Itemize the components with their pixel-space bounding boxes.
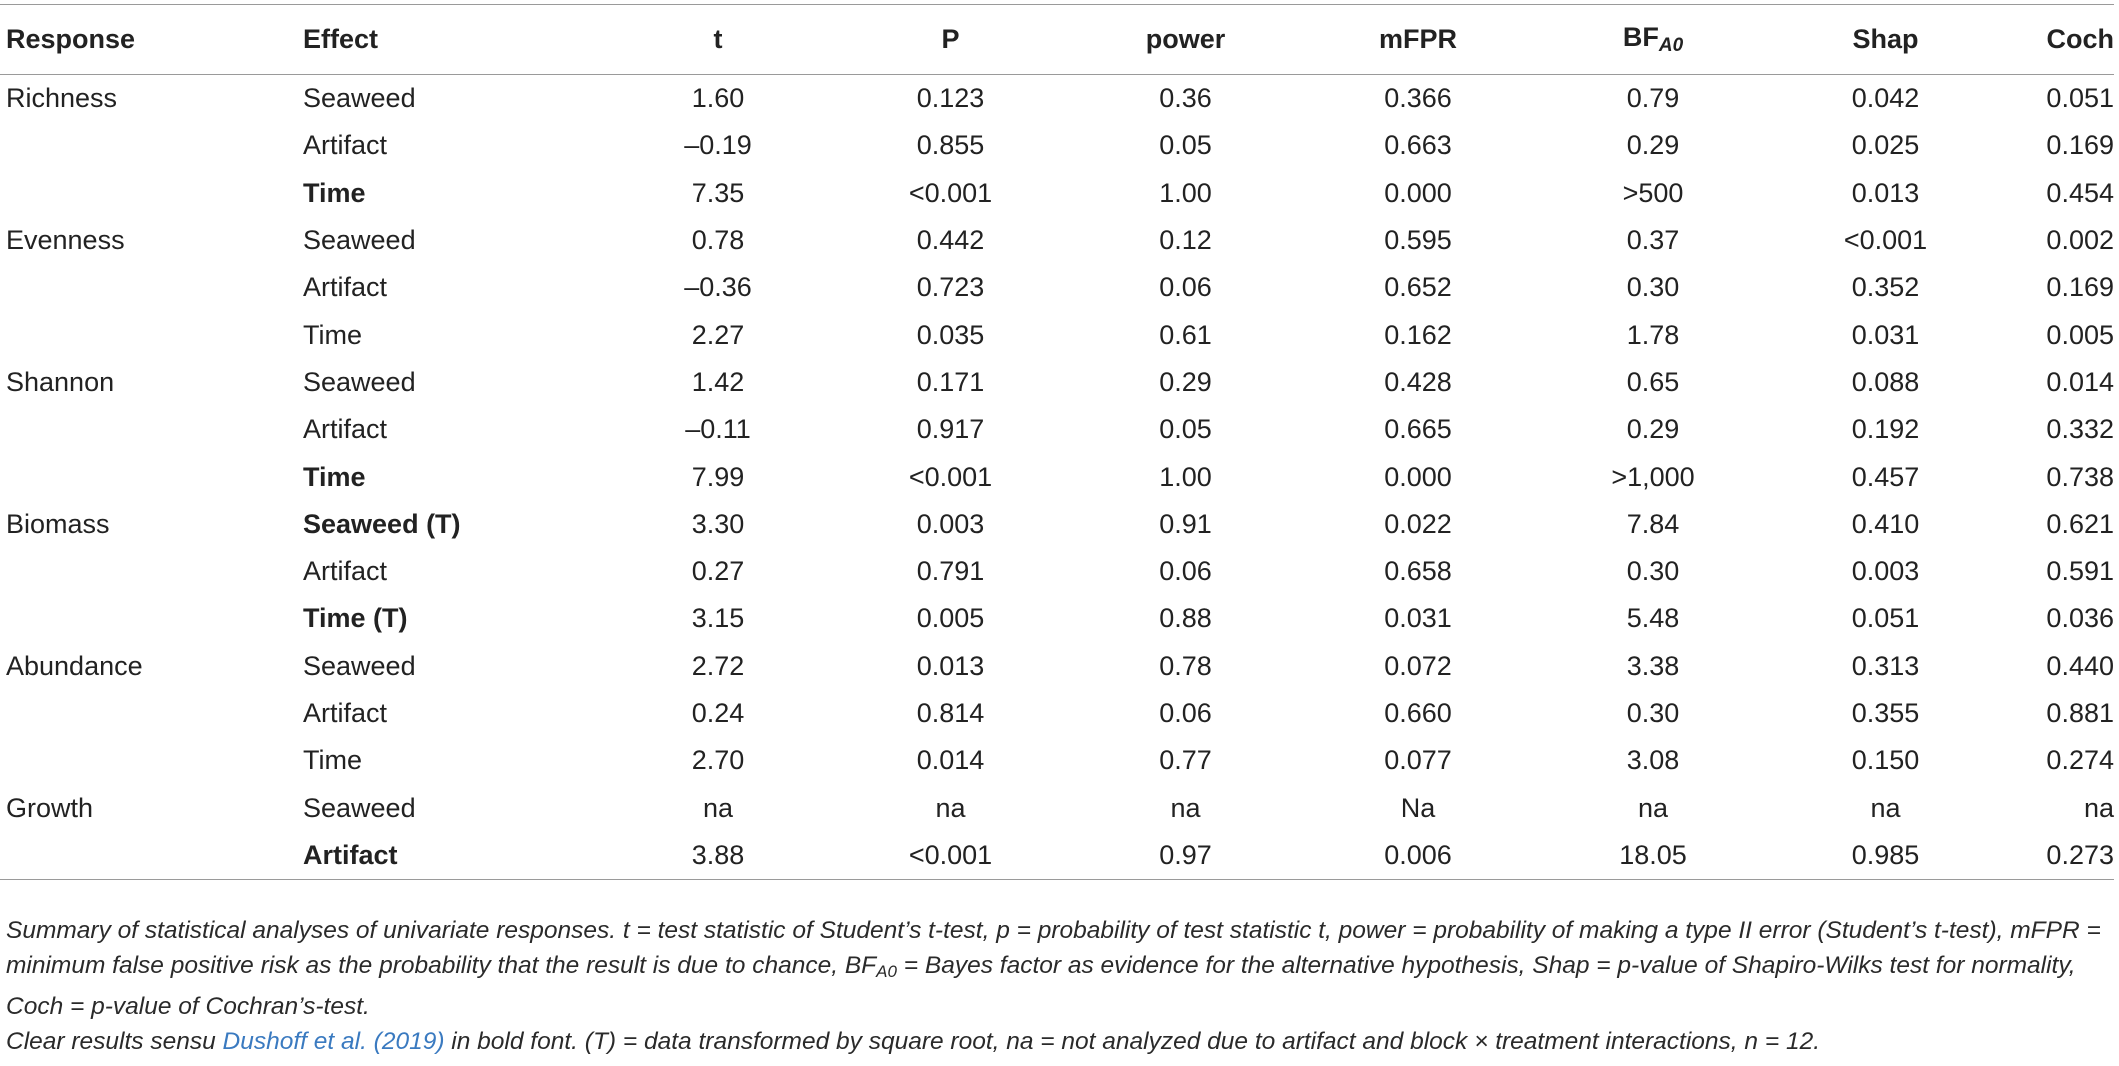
table-row (0, 832, 2114, 880)
cell-bf: 0.79 (1626, 83, 1680, 114)
cell-bf: 7.84 (1626, 508, 1680, 539)
cell-p: <0.001 (908, 177, 993, 208)
citation-link[interactable]: Dushoff et al. (2019) (222, 1028, 445, 1055)
table-row (0, 122, 2114, 169)
header-mfpr: mFPR (1303, 5, 1533, 75)
cell-p: na (935, 792, 966, 823)
cell-power: 0.29 (1159, 366, 1212, 397)
cell-shap: 0.003 (1851, 556, 1920, 587)
cell-shap: na (1870, 792, 1901, 823)
cell-bf: 0.37 (1626, 225, 1680, 256)
table-header (0, 5, 2114, 75)
cell-response (0, 832, 303, 880)
cell-power: 0.91 (1159, 508, 1212, 539)
cell-effect: Time (303, 745, 362, 776)
cell-bf: >1,000 (1611, 461, 1695, 492)
cell-power: 0.06 (1159, 556, 1212, 587)
cell-bf: 0.30 (1626, 272, 1680, 303)
cell-response (0, 170, 303, 217)
cell-mfpr: 0.366 (1384, 83, 1452, 114)
table-row (0, 170, 2114, 217)
cell-coch: 0.454 (2046, 177, 2114, 208)
cell-t: 2.27 (691, 319, 745, 350)
cell-mfpr: 0.663 (1384, 130, 1452, 161)
cell-effect: Artifact (303, 698, 388, 728)
cell-p: 0.723 (916, 272, 985, 303)
table-row (0, 737, 2114, 784)
header-bf-label: BF (1622, 22, 1659, 52)
cell-coch: 0.881 (2046, 698, 2114, 728)
cell-response: Shannon (6, 366, 115, 397)
cell-power: 0.06 (1159, 698, 1212, 728)
cell-mfpr: 0.072 (1384, 650, 1452, 681)
cell-shap: 0.410 (1851, 508, 1920, 539)
cell-mfpr: 0.660 (1384, 698, 1452, 728)
cell-shap: 0.150 (1851, 745, 1920, 776)
cell-effect: Artifact (303, 832, 603, 880)
table-row (0, 359, 2114, 406)
cell-power: 0.06 (1159, 272, 1212, 303)
cell-response: Growth (6, 792, 94, 823)
table-row (0, 311, 2114, 358)
cell-response (0, 453, 303, 500)
cell-mfpr: 0.428 (1384, 366, 1452, 397)
cell-power: 1.00 (1159, 177, 1212, 208)
table-row (0, 217, 2114, 264)
header-p: P (833, 5, 1068, 75)
cell-effect: Artifact (303, 272, 388, 303)
cell-coch: 0.621 (2046, 508, 2114, 539)
cell-mfpr: 0.658 (1384, 556, 1452, 587)
cell-t: 3.88 (603, 832, 833, 880)
cell-t: 1.42 (691, 366, 745, 397)
cell-response (0, 595, 303, 642)
cell-t: 2.70 (691, 745, 745, 776)
cell-shap: <0.001 (1843, 225, 1928, 256)
cell-bf: 0.30 (1626, 698, 1680, 728)
cell-effect: Artifact (303, 556, 388, 587)
cell-bf: 5.48 (1626, 603, 1680, 634)
cell-coch: 0.051 (2046, 83, 2114, 114)
cell-t: 3.30 (691, 508, 745, 539)
cell-p: 0.171 (916, 366, 985, 397)
cell-mfpr: 0.022 (1384, 508, 1452, 539)
cell-t: na (702, 792, 734, 823)
footnote-abbreviations-text-end: = Bayes factor as evidence for the alternative hypothesis, Shap = p-value of Shapiro-Wilks test for normality, Coch = p-value of Cochran’s-test. (6, 952, 2076, 1020)
cell-mfpr: 0.000 (1384, 177, 1452, 208)
cell-power: 0.78 (1159, 650, 1212, 681)
cell-response (0, 548, 303, 595)
footnote-clear-results-text: Clear results sensu (6, 1028, 223, 1055)
header-t: t (603, 5, 833, 75)
cell-shap: 0.457 (1851, 461, 1920, 492)
cell-mfpr: 0.665 (1384, 414, 1452, 445)
cell-shap: 0.355 (1851, 698, 1920, 728)
cell-effect: Time (303, 177, 366, 208)
footnote-abbreviations (6, 913, 2114, 1024)
table-body (0, 75, 2114, 880)
cell-coch: na (2083, 792, 2114, 823)
cell-power: 0.05 (1159, 130, 1212, 161)
table-row (0, 501, 2114, 548)
cell-p: 0.814 (916, 698, 985, 728)
cell-p: 0.917 (916, 414, 985, 445)
cell-t: 7.35 (691, 177, 745, 208)
cell-effect: Seaweed (303, 83, 416, 114)
header-bf (1533, 5, 1773, 75)
cell-coch: 0.591 (2046, 556, 2114, 587)
cell-p: 0.035 (916, 319, 985, 350)
cell-bf: 0.65 (1626, 366, 1680, 397)
table-row (0, 406, 2114, 453)
cell-mfpr: 0.652 (1384, 272, 1452, 303)
cell-coch: 0.036 (2046, 603, 2114, 634)
cell-response (0, 737, 303, 784)
cell-coch: 0.014 (2046, 366, 2114, 397)
cell-bf: 3.38 (1626, 650, 1680, 681)
cell-shap: 0.088 (1851, 366, 1920, 397)
cell-bf: 0.30 (1626, 556, 1680, 587)
cell-power: 0.05 (1159, 414, 1212, 445)
cell-bf: >500 (1622, 177, 1684, 208)
cell-t: –0.19 (684, 130, 752, 161)
cell-response: Biomass (6, 508, 110, 539)
cell-t: 1.60 (691, 83, 745, 114)
cell-mfpr: 0.000 (1384, 461, 1452, 492)
cell-power: 0.88 (1159, 603, 1212, 634)
cell-t: –0.36 (684, 272, 752, 303)
cell-shap: 0.042 (1851, 83, 1920, 114)
footnote-abbreviations-text: Summary of statistical analyses of univariate responses. t = test statistic of Student’s t-test, p = probability of test statistic t, power = probability of making a type II error (Student’s t-test), mFPR = minimum false positive risk as the probability that the result is due to chance, BF (6, 917, 2101, 979)
cell-response: Abundance (6, 650, 143, 681)
cell-p: 0.855 (916, 130, 985, 161)
cell-p: 0.123 (916, 83, 985, 114)
cell-power: 0.97 (1068, 832, 1303, 880)
cell-effect: Seaweed (303, 792, 416, 823)
cell-p: 0.003 (916, 508, 985, 539)
header-bf-subscript: A0 (1658, 35, 1684, 56)
cell-bf: 0.29 (1626, 414, 1680, 445)
table-row (0, 264, 2114, 311)
cell-power: na (1170, 792, 1201, 823)
cell-effect: Seaweed (303, 366, 416, 397)
cell-t: 0.27 (691, 556, 745, 587)
cell-mfpr: 0.162 (1384, 319, 1452, 350)
cell-power: 0.77 (1159, 745, 1212, 776)
table-footnotes (6, 913, 2114, 1059)
cell-coch: 0.440 (2046, 650, 2114, 681)
cell-effect: Time (T) (303, 603, 408, 634)
statistics-table (0, 4, 2114, 880)
header-row (0, 5, 2114, 75)
table-row (0, 784, 2114, 831)
cell-coch: 0.273 (1998, 832, 2114, 880)
cell-mfpr: 0.595 (1384, 225, 1452, 256)
cell-p: 0.442 (916, 225, 985, 256)
cell-bf: 1.78 (1626, 319, 1680, 350)
cell-power: 0.36 (1159, 83, 1212, 114)
cell-effect: Time (303, 319, 362, 350)
cell-t: 3.15 (691, 603, 745, 634)
cell-response: Evenness (6, 225, 125, 256)
cell-power: 0.12 (1159, 225, 1212, 256)
footnote-clear-results-text-end: in bold font. (T) = data transformed by square root, na = not analyzed due to artifact and block × treatment interactions, n = 12. (444, 1028, 1821, 1055)
cell-t: 0.78 (691, 225, 745, 256)
cell-bf: 0.29 (1626, 130, 1680, 161)
cell-coch: 0.738 (2046, 461, 2114, 492)
cell-coch: 0.169 (2046, 130, 2114, 161)
cell-p: 0.791 (916, 556, 985, 587)
header-shap: Shap (1773, 5, 1998, 75)
cell-shap: 0.313 (1851, 650, 1920, 681)
cell-effect: Seaweed (303, 650, 416, 681)
header-response: Response (0, 5, 303, 75)
cell-effect: Artifact (303, 414, 388, 445)
cell-bf: 3.08 (1626, 745, 1680, 776)
cell-effect: Seaweed (303, 225, 416, 256)
table-row (0, 548, 2114, 595)
footnote-clear-results (6, 1024, 2114, 1059)
table-row (0, 453, 2114, 500)
table-row (0, 595, 2114, 642)
cell-effect: Artifact (303, 130, 388, 161)
cell-response (0, 122, 303, 169)
cell-coch: 0.332 (2046, 414, 2114, 445)
cell-p: 0.005 (916, 603, 985, 634)
cell-p: <0.001 (908, 461, 993, 492)
cell-p: 0.014 (916, 745, 985, 776)
cell-t: 2.72 (691, 650, 745, 681)
cell-t: 0.24 (691, 698, 745, 728)
cell-t: 7.99 (691, 461, 745, 492)
cell-response: Richness (6, 83, 118, 114)
header-effect: Effect (303, 5, 603, 75)
cell-shap: 0.031 (1851, 319, 1920, 350)
cell-mfpr: 0.031 (1384, 603, 1452, 634)
cell-t: –0.11 (685, 414, 751, 445)
table-row (0, 643, 2114, 690)
cell-shap: 0.051 (1851, 603, 1920, 634)
footnote-bf-subscript: A0 (876, 962, 897, 981)
cell-p: 0.013 (916, 650, 985, 681)
cell-shap: 0.352 (1851, 272, 1920, 303)
cell-shap: 0.985 (1773, 832, 1998, 880)
cell-coch: 0.002 (2046, 225, 2114, 256)
cell-power: 1.00 (1159, 461, 1212, 492)
header-power: power (1068, 5, 1303, 75)
cell-coch: 0.274 (2046, 745, 2114, 776)
cell-bf: 18.05 (1533, 832, 1773, 880)
table-row (0, 75, 2114, 123)
cell-coch: 0.005 (2046, 319, 2114, 350)
cell-mfpr: 0.077 (1384, 745, 1452, 776)
cell-bf: na (1637, 792, 1669, 823)
cell-response (0, 690, 303, 737)
cell-mfpr: Na (1400, 792, 1436, 823)
cell-response (0, 406, 303, 453)
cell-p: <0.001 (833, 832, 1068, 880)
table-row (0, 690, 2114, 737)
header-coch: Coch (1998, 5, 2114, 75)
cell-response (0, 311, 303, 358)
cell-effect: Time (303, 461, 366, 492)
cell-response (0, 264, 303, 311)
cell-effect: Seaweed (T) (303, 508, 461, 539)
cell-shap: 0.192 (1851, 414, 1920, 445)
cell-power: 0.61 (1159, 319, 1212, 350)
cell-mfpr: 0.006 (1303, 832, 1533, 880)
cell-coch: 0.169 (2046, 272, 2114, 303)
cell-shap: 0.013 (1851, 177, 1920, 208)
cell-shap: 0.025 (1851, 130, 1920, 161)
